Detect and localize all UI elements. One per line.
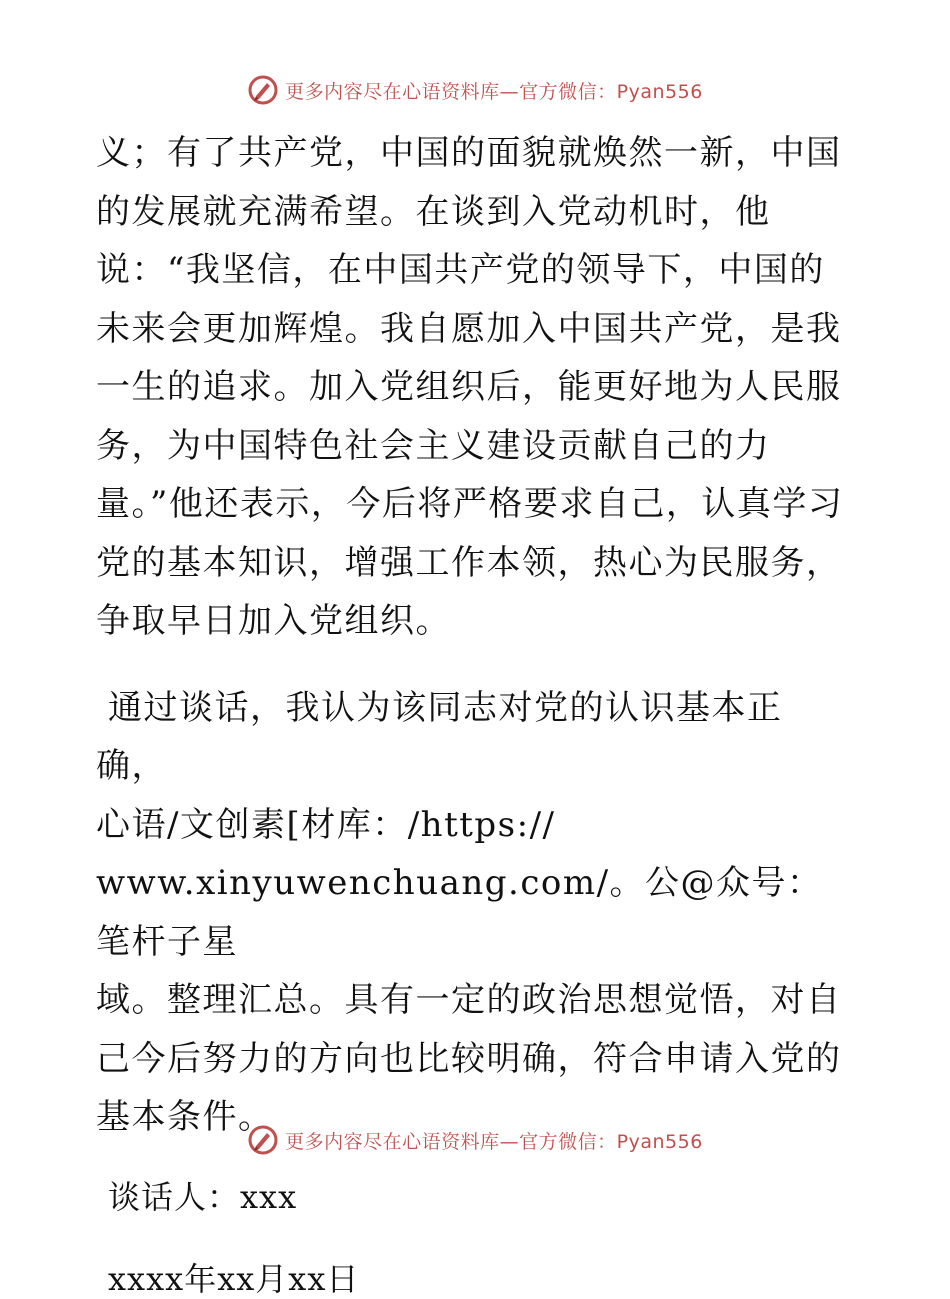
watermark-text: 更多内容尽在心语资料库—官方微信：Pyan556 [285, 80, 703, 103]
watermark-text: 更多内容尽在心语资料库—官方微信：Pyan556 [285, 1130, 703, 1153]
conclusion-line-1: 通过谈话，我认为该同志对党的认识基本正确， [96, 687, 783, 786]
paragraph-conclusion [96, 679, 852, 1147]
interviewer-signature: 谈话人：xxx [108, 1177, 298, 1216]
pen-logo-icon [247, 74, 279, 106]
paragraph-talk-summary: 义；有了共产党，中国的面貌就焕然一新，中国的发展就充满希望。在谈到入党动机时，他说：“我坚信，在中国共产党的领导下，中国的未来会更加辉煌。我自愿加入中国共产党，是我一生的追求。加入党组织后，能更好地为人民服务，为中国特色社会主义建设贡献自己的力量。”他还表示，今后将严格要求自己，认真学习党的基本知识，增强工作本领，热心为民服务，争取早日加入党组织。 [96, 133, 844, 641]
pen-logo-icon [247, 1124, 279, 1156]
signature-date: xxxx年xx月xx日 [108, 1259, 360, 1298]
conclusion-line-3: www.xinyuwenchuang.com/。公@众号：笔杆子星 [96, 863, 823, 962]
conclusion-line-2: 心语/文创素[材库：/https:// [96, 804, 556, 845]
conclusion-rest: 域。整理汇总。具有一定的政治思想觉悟，对自己今后努力的方向也比较明确，符合申请入党的基本条件。 [96, 980, 842, 1137]
header-watermark [0, 72, 950, 108]
footer-watermark [0, 1122, 950, 1158]
